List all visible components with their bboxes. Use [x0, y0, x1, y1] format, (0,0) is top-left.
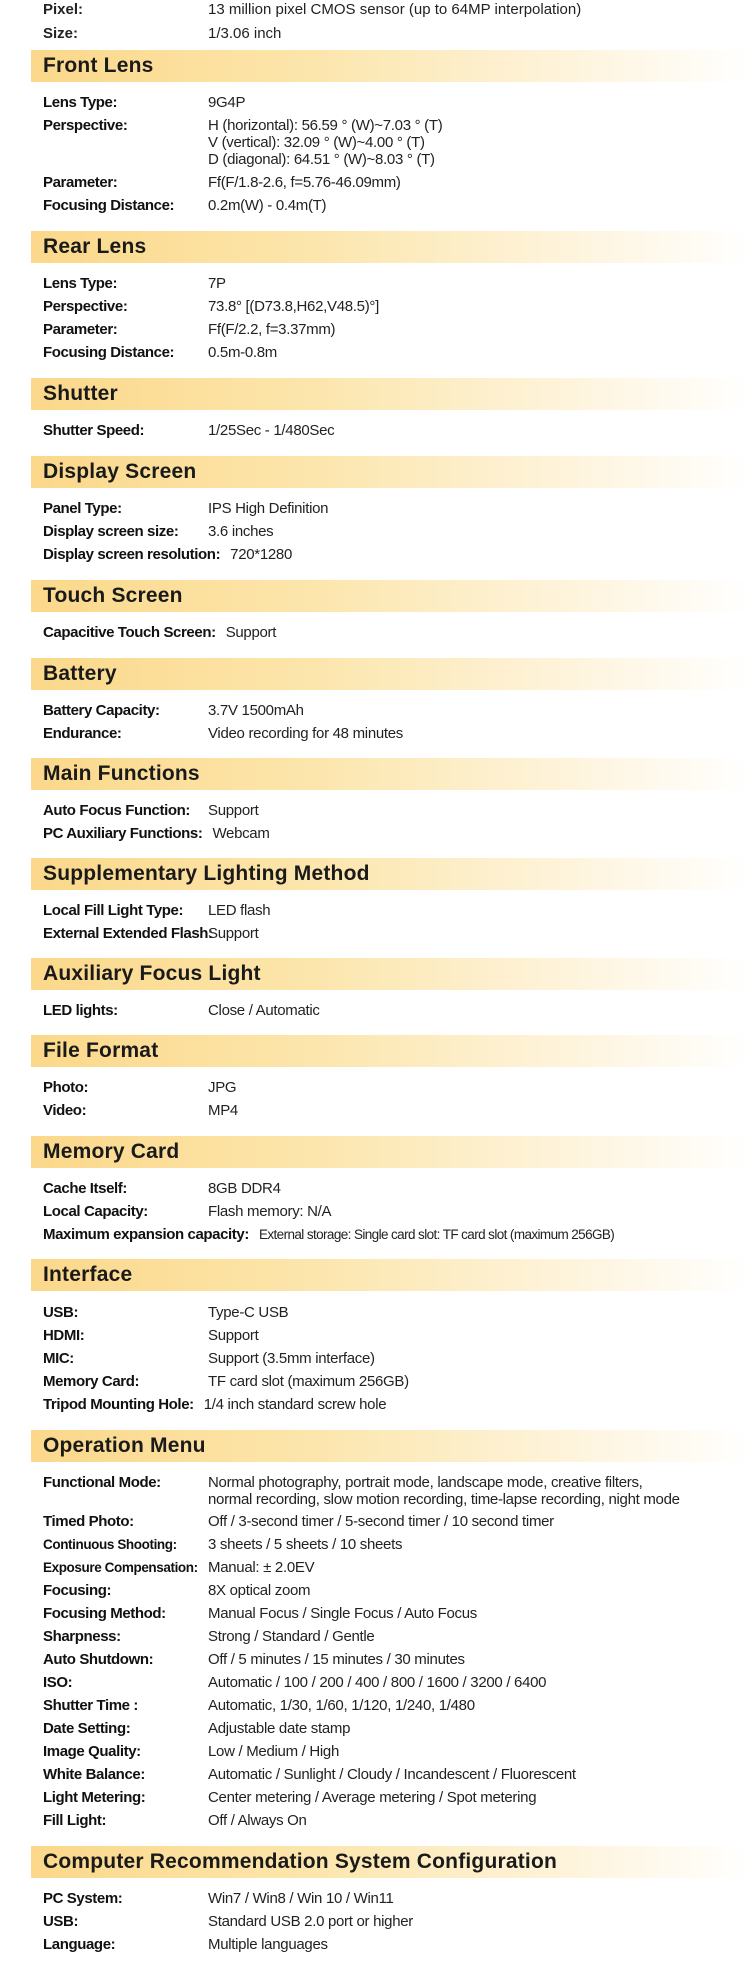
section-title: Rear Lens	[43, 235, 147, 258]
section-header	[31, 378, 750, 410]
section-header	[31, 658, 750, 690]
spec-section	[31, 580, 750, 641]
spec-value: 8X optical zoom	[208, 1582, 311, 1599]
section-title: Memory Card	[43, 1140, 180, 1163]
spec-section	[31, 858, 750, 942]
spec-label: Lens Type:	[43, 94, 118, 111]
spec-value: Support	[208, 802, 259, 819]
spec-label: PC System:	[43, 1890, 123, 1907]
spec-label: ISO:	[43, 1674, 73, 1691]
spec-row	[43, 547, 743, 563]
spec-section	[31, 1136, 750, 1243]
spec-label: Shutter Speed:	[43, 422, 145, 439]
spec-value: normal recording, slow motion recording, time-lapse recording, night mode	[208, 1491, 680, 1508]
spec-section	[31, 456, 750, 563]
spec-value: JPG	[208, 1079, 237, 1096]
section-header	[31, 1259, 750, 1291]
spec-section	[31, 658, 750, 742]
spec-label: Perspective:	[43, 298, 128, 315]
spec-label: Display screen resolution:	[43, 546, 221, 563]
spec-value: Ff(F/2.2, f=3.37mm)	[208, 321, 336, 338]
spec-label: HDMI:	[43, 1327, 85, 1344]
spec-value: Support (3.5mm interface)	[208, 1350, 375, 1367]
spec-label: Functional Mode:	[43, 1474, 161, 1491]
section-title: Interface	[43, 1263, 133, 1286]
spec-label: Date Setting:	[43, 1720, 131, 1737]
section-title: Touch Screen	[43, 584, 183, 607]
spec-label: Parameter:	[43, 174, 118, 191]
section-header	[31, 456, 750, 488]
spec-label: Focusing Method:	[43, 1605, 166, 1622]
section-title: Auxiliary Focus Light	[43, 962, 261, 985]
section-title: Operation Menu	[43, 1434, 206, 1457]
spec-value: 3.6 inches	[208, 523, 274, 540]
spec-label: Lens Type:	[43, 275, 118, 292]
spec-section	[31, 50, 750, 214]
spec-label: Fill Light:	[43, 1812, 107, 1829]
spec-value: Automatic / Sunlight / Cloudy / Incandescent / Fluorescent	[208, 1766, 576, 1783]
spec-value: 1/3.06 inch	[208, 25, 282, 42]
section-title: Front Lens	[43, 54, 154, 77]
spec-label: Focusing Distance:	[43, 197, 175, 214]
spec-value: Video recording for 48 minutes	[208, 725, 404, 742]
spec-value: Webcam	[212, 825, 270, 842]
spec-label: Tripod Mounting Hole:	[43, 1396, 194, 1413]
spec-value: Low / Medium / High	[208, 1743, 340, 1760]
section-title: File Format	[43, 1039, 159, 1062]
section-header	[31, 1136, 750, 1168]
spec-value: IPS High Definition	[208, 500, 329, 517]
spec-section	[31, 378, 750, 439]
section-header	[31, 758, 750, 790]
spec-value: 8GB DDR4	[208, 1180, 281, 1197]
spec-value: D (diagonal): 64.51 ° (W)~8.03 ° (T)	[208, 151, 435, 168]
spec-value: LED flash	[208, 902, 271, 919]
spec-value: V (vertical): 32.09 ° (W)~4.00 ° (T)	[208, 134, 425, 151]
spec-label: Focusing:	[43, 1582, 112, 1599]
spec-value: Ff(F/1.8-2.6, f=5.76-46.09mm)	[208, 174, 401, 191]
spec-label: Perspective:	[43, 117, 128, 134]
spec-label: Display screen size:	[43, 523, 179, 540]
spec-label: Local Fill Light Type:	[43, 902, 184, 919]
spec-value: Manual: ± 2.0EV	[208, 1559, 315, 1576]
spec-label: Exposure Compensation:	[43, 1560, 198, 1575]
spec-value: 7P	[208, 275, 226, 292]
spec-section	[31, 1430, 750, 1829]
spec-value: 0.2m(W) - 0.4m(T)	[208, 197, 327, 214]
spec-section	[31, 758, 750, 842]
spec-section	[31, 1259, 750, 1413]
section-header	[31, 1846, 750, 1878]
spec-value: Close / Automatic	[208, 1002, 320, 1019]
spec-label: Local Capacity:	[43, 1203, 148, 1220]
spec-label: PC Auxiliary Functions:	[43, 825, 203, 842]
spec-value: Center metering / Average metering / Spot metering	[208, 1789, 537, 1806]
spec-value: Standard USB 2.0 port or higher	[208, 1913, 413, 1930]
spec-label: Battery Capacity:	[43, 702, 160, 719]
section-header	[31, 1035, 750, 1067]
section-header	[31, 958, 750, 990]
spec-label: Photo:	[43, 1079, 89, 1096]
section-title: Computer Recommendation System Configuration	[43, 1850, 558, 1873]
spec-value: Automatic / 100 / 200 / 400 / 800 / 1600 / 3200 / 6400	[208, 1674, 547, 1691]
spec-value: Off / 3-second timer / 5-second timer / 10 second timer	[208, 1513, 554, 1530]
spec-value: 0.5m-0.8m	[208, 344, 277, 361]
spec-value: Support	[208, 925, 259, 942]
spec-value: 3.7V 1500mAh	[208, 702, 304, 719]
section-header	[31, 858, 750, 890]
spec-row	[43, 1397, 743, 1413]
spec-label: Memory Card:	[43, 1373, 140, 1390]
section-header	[31, 580, 750, 612]
spec-label: External Extended Flash:	[43, 925, 213, 942]
spec-value: External storage: Single card slot: TF card slot (maximum 256GB)	[258, 1227, 615, 1242]
spec-value: Support	[208, 1327, 259, 1344]
spec-value: 9G4P	[208, 94, 246, 111]
spec-label: Size:	[43, 25, 79, 42]
spec-label: Continuous Shooting:	[43, 1537, 177, 1552]
spec-value: Manual Focus / Single Focus / Auto Focus	[208, 1605, 477, 1622]
section-header	[31, 231, 750, 263]
spec-value: Win7 / Win8 / Win 10 / Win11	[208, 1890, 394, 1907]
spec-row	[43, 826, 743, 842]
spec-section	[31, 958, 750, 1019]
spec-section	[31, 1035, 750, 1119]
spec-value: H (horizontal): 56.59 ° (W)~7.03 ° (T)	[208, 117, 443, 134]
spec-value: Strong / Standard / Gentle	[208, 1628, 375, 1645]
spec-value: Automatic, 1/30, 1/60, 1/120, 1/240, 1/480	[208, 1697, 475, 1714]
spec-value: Type-C USB	[208, 1304, 289, 1321]
spec-label: USB:	[43, 1304, 79, 1321]
spec-section	[31, 1846, 750, 1953]
spec-value: Multiple languages	[208, 1936, 328, 1953]
spec-label: Panel Type:	[43, 500, 122, 517]
spec-label: Shutter Time :	[43, 1697, 138, 1714]
spec-value: TF card slot (maximum 256GB)	[208, 1373, 409, 1390]
spec-value: Adjustable date stamp	[208, 1720, 351, 1737]
spec-label: Image Quality:	[43, 1743, 141, 1760]
spec-label: Maximum expansion capacity:	[43, 1226, 249, 1243]
spec-value: 3 sheets / 5 sheets / 10 sheets	[208, 1536, 403, 1553]
spec-value: 13 million pixel CMOS sensor (up to 64MP interpolation)	[208, 1, 582, 18]
spec-value: MP4	[208, 1102, 238, 1119]
spec-label: Pixel:	[43, 1, 84, 18]
spec-label: Video:	[43, 1102, 87, 1119]
spec-label: Auto Shutdown:	[43, 1651, 154, 1668]
spec-label: Parameter:	[43, 321, 118, 338]
spec-label: Focusing Distance:	[43, 344, 175, 361]
section-header	[31, 1430, 750, 1462]
spec-value: Flash memory: N/A	[208, 1203, 332, 1220]
section-header	[31, 50, 750, 82]
spec-row	[43, 1227, 743, 1243]
spec-value: 720*1280	[230, 546, 293, 563]
spec-label: Sharpness:	[43, 1628, 121, 1645]
spec-label: Timed Photo:	[43, 1513, 134, 1530]
spec-value: Off / 5 minutes / 15 minutes / 30 minutes	[208, 1651, 465, 1668]
spec-label: LED lights:	[43, 1002, 118, 1019]
section-title: Shutter	[43, 382, 118, 405]
section-title: Display Screen	[43, 460, 197, 483]
spec-value: Support	[225, 624, 277, 641]
spec-value: 73.8° [(D73.8,H62,V48.5)°]	[208, 298, 379, 315]
spec-label: White Balance:	[43, 1766, 145, 1783]
spec-label: Language:	[43, 1936, 116, 1953]
section-title: Main Functions	[43, 762, 200, 785]
spec-value: 1/4 inch standard screw hole	[203, 1396, 387, 1413]
spec-value: 1/25Sec - 1/480Sec	[208, 422, 335, 439]
spec-label: Capacitive Touch Screen:	[43, 624, 216, 641]
section-title: Battery	[43, 662, 117, 685]
spec-value: Normal photography, portrait mode, landscape mode, creative filters,	[208, 1474, 643, 1491]
spec-label: MIC:	[43, 1350, 74, 1367]
spec-row	[43, 625, 743, 641]
spec-label: Endurance:	[43, 725, 122, 742]
section-title: Supplementary Lighting Method	[43, 862, 370, 885]
spec-label: USB:	[43, 1913, 79, 1930]
spec-section	[31, 231, 750, 361]
spec-value: Off / Always On	[208, 1812, 307, 1829]
spec-label: Cache Itself:	[43, 1180, 127, 1197]
spec-label: Auto Focus Function:	[43, 802, 190, 819]
spec-label: Light Metering:	[43, 1789, 146, 1806]
